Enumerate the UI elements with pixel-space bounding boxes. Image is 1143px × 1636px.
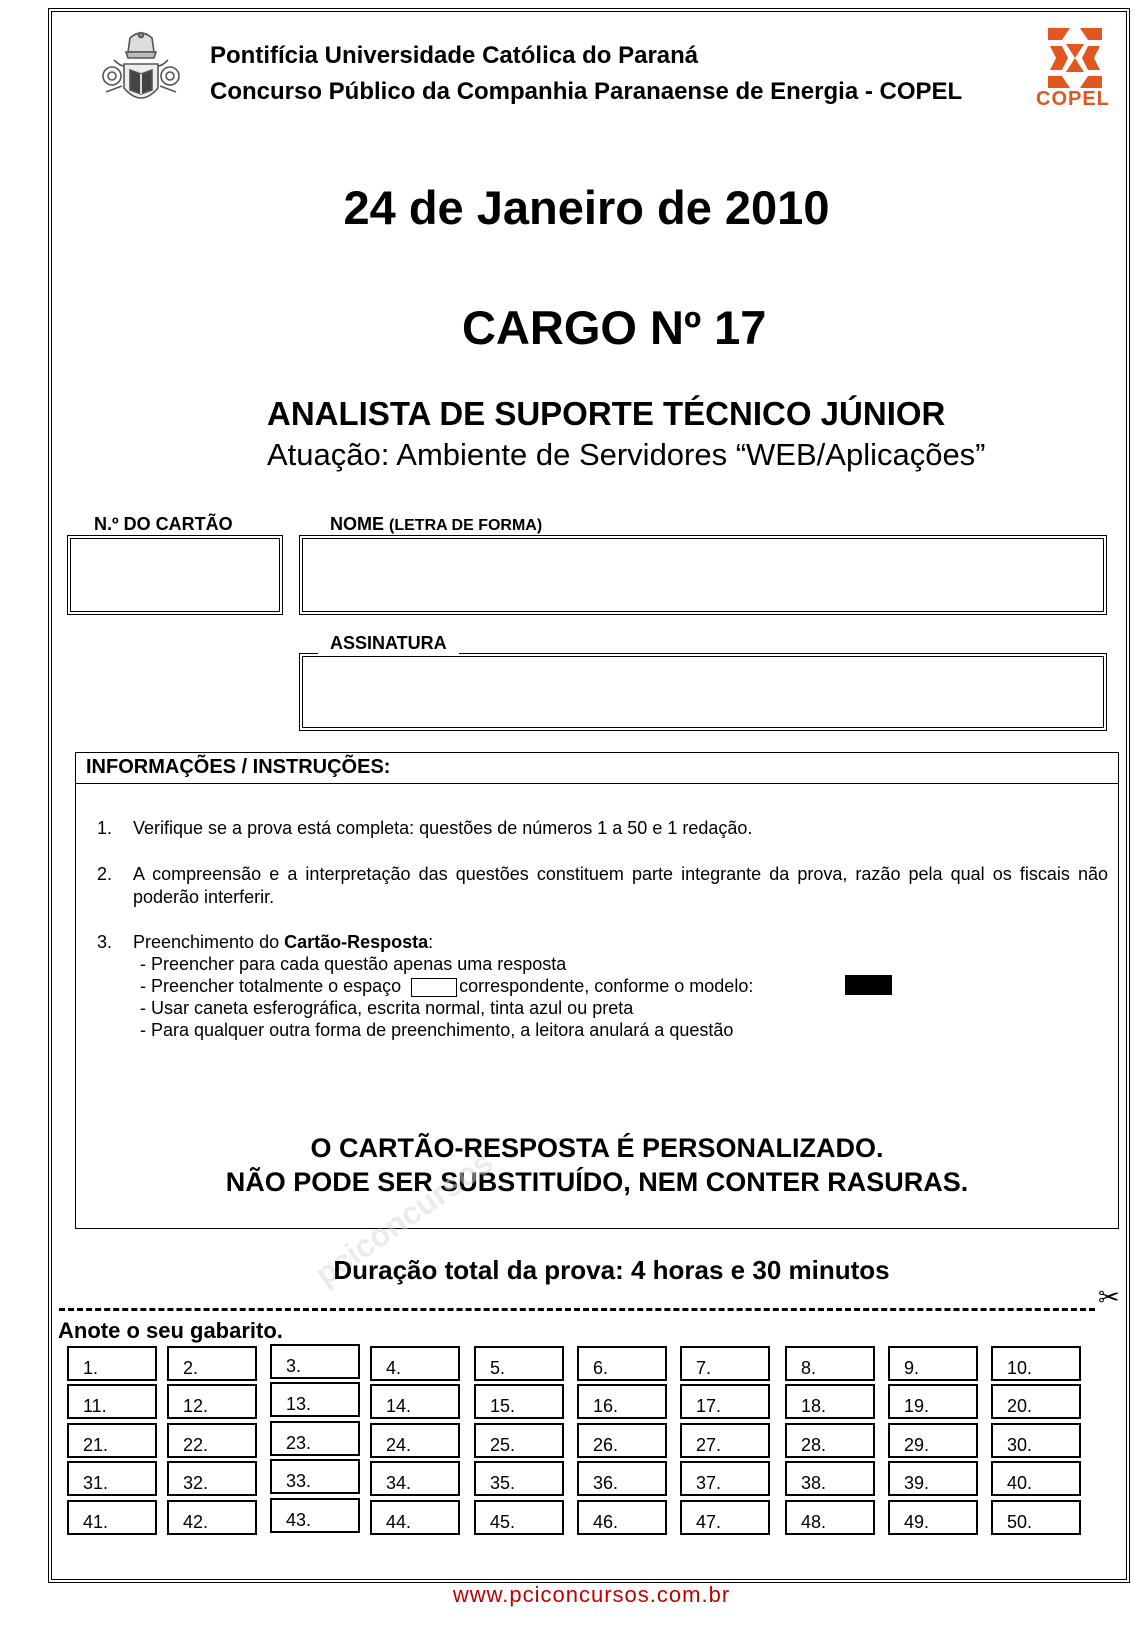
cut-line — [59, 1308, 1095, 1311]
institution-name: Pontifícia Universidade Católica do Paraná — [210, 42, 699, 69]
warning-line-2: NÃO PODE SER SUBSTITUÍDO, NEM CONTER RASURAS. — [225, 1167, 969, 1197]
answer-key-cell[interactable]: 12. — [167, 1384, 257, 1419]
card-number-label: N.º DO CARTÃO — [82, 514, 245, 535]
answer-key-cell[interactable]: 33. — [270, 1459, 360, 1494]
answer-key-cell[interactable]: 2. — [167, 1346, 257, 1381]
exam-date: 24 de Janeiro de 2010 — [343, 181, 830, 234]
answer-key-cell[interactable]: 10. — [991, 1346, 1081, 1381]
pucpr-crest-icon — [100, 30, 182, 114]
answer-key-cell[interactable]: 17. — [680, 1384, 770, 1419]
answer-key-cell[interactable]: 21. — [67, 1423, 157, 1458]
empty-bubble-example — [411, 978, 457, 997]
answer-key-cell[interactable]: 49. — [888, 1500, 978, 1535]
answer-key-cell[interactable]: 27. — [680, 1423, 770, 1458]
answer-key-cell[interactable]: 47. — [680, 1500, 770, 1535]
instruction-3-sub-1: - Preencher para cada questão apenas uma resposta — [140, 954, 567, 974]
answer-key-cell[interactable]: 19. — [888, 1384, 978, 1419]
footer-url[interactable]: www.pciconcursos.com.br — [452, 1582, 731, 1607]
instruction-3-number: 3. — [97, 932, 113, 952]
instruction-3-bold: Cartão-Resposta — [284, 932, 429, 952]
signature-label: ASSINATURA — [318, 633, 459, 654]
instruction-2-number: 2. — [97, 864, 113, 884]
cargo-number: CARGO Nº 17 — [462, 301, 767, 354]
answer-key-cell[interactable]: 30. — [991, 1423, 1081, 1458]
name-field[interactable] — [299, 535, 1107, 615]
answer-key-cell[interactable]: 5. — [474, 1346, 564, 1381]
instructions-title: INFORMAÇÕES / INSTRUÇÕES: — [86, 756, 391, 778]
answer-key-cell[interactable]: 38. — [785, 1461, 875, 1496]
answer-key-cell[interactable]: 8. — [785, 1346, 875, 1381]
answer-key-cell[interactable]: 9. — [888, 1346, 978, 1381]
copel-logo-icon — [1040, 24, 1110, 94]
answer-key-cell[interactable]: 18. — [785, 1384, 875, 1419]
warning-line-1: O CARTÃO-RESPOSTA É PERSONALIZADO. — [310, 1133, 884, 1163]
answer-key-cell[interactable]: 45. — [474, 1500, 564, 1535]
card-number-field[interactable] — [67, 535, 283, 615]
answer-key-cell[interactable]: 7. — [680, 1346, 770, 1381]
answer-key-cell[interactable]: 4. — [370, 1346, 460, 1381]
answer-key-cell[interactable]: 44. — [370, 1500, 460, 1535]
scissors-icon: ✂ — [1098, 1282, 1120, 1312]
answer-key-cell[interactable]: 40. — [991, 1461, 1081, 1496]
job-subtitle: Atuação: Ambiente de Servidores “WEB/Aplicações” — [267, 437, 986, 472]
signature-field[interactable] — [299, 653, 1107, 731]
answer-key-cell[interactable]: 46. — [577, 1500, 667, 1535]
answer-key-cell[interactable]: 20. — [991, 1384, 1081, 1419]
instruction-3-sub-4: - Para qualquer outra forma de preenchimento, a leitora anulará a questão — [140, 1020, 734, 1040]
answer-key-cell[interactable]: 41. — [67, 1500, 157, 1535]
answer-key-cell[interactable]: 22. — [167, 1423, 257, 1458]
answer-key-cell[interactable]: 1. — [67, 1346, 157, 1381]
answer-key-cell[interactable]: 14. — [370, 1384, 460, 1419]
answer-key-cell[interactable]: 35. — [474, 1461, 564, 1496]
filled-bubble-example — [845, 975, 892, 995]
answer-key-cell[interactable]: 50. — [991, 1500, 1081, 1535]
name-label — [318, 514, 554, 535]
exam-duration: Duração total da prova: 4 horas e 30 minutos — [333, 1255, 890, 1285]
answer-key-cell[interactable]: 39. — [888, 1461, 978, 1496]
answer-key-cell[interactable]: 13. — [270, 1382, 360, 1417]
job-title: ANALISTA DE SUPORTE TÉCNICO JÚNIOR — [267, 395, 946, 432]
instruction-2: A compreensão e a interpretação das questões constituem parte integrante da prova, razão pela qual os fiscais não poderão interferir. — [133, 864, 1108, 907]
answer-key-cell[interactable]: 29. — [888, 1423, 978, 1458]
instruction-3 — [133, 931, 1108, 954]
instruction-3-suffix: : — [428, 932, 434, 952]
answer-key-cell[interactable]: 37. — [680, 1461, 770, 1496]
contest-name: Concurso Público da Companhia Paranaense de Energia - COPEL — [210, 78, 963, 105]
copel-logo-text: COPEL — [1036, 88, 1110, 110]
answer-key-cell[interactable]: 6. — [577, 1346, 667, 1381]
answer-key-cell[interactable]: 23. — [270, 1421, 360, 1456]
answer-key-cell[interactable]: 42. — [167, 1500, 257, 1535]
answer-key-title: Anote o seu gabarito. — [58, 1318, 283, 1343]
instruction-3-sub-2b: correspondente, conforme o modelo: — [459, 976, 754, 996]
answer-key-cell[interactable]: 36. — [577, 1461, 667, 1496]
answer-key-cell[interactable]: 28. — [785, 1423, 875, 1458]
answer-key-cell[interactable]: 48. — [785, 1500, 875, 1535]
answer-key-cell[interactable]: 34. — [370, 1461, 460, 1496]
instruction-3-sub-3: - Usar caneta esferográfica, escrita normal, tinta azul ou preta — [140, 998, 634, 1018]
answer-key-cell[interactable]: 16. — [577, 1384, 667, 1419]
answer-key-cell[interactable]: 24. — [370, 1423, 460, 1458]
answer-key-cell[interactable]: 3. — [270, 1344, 360, 1379]
answer-key-cell[interactable]: 43. — [270, 1498, 360, 1533]
instruction-3-prefix: Preenchimento do — [133, 932, 285, 952]
answer-key-cell[interactable]: 11. — [67, 1384, 157, 1419]
instruction-3-sub-2 — [140, 975, 753, 998]
answer-key-cell[interactable]: 31. — [67, 1461, 157, 1496]
answer-key-grid — [67, 1346, 1107, 1546]
name-label-note: (LETRA DE FORMA) — [389, 517, 543, 534]
instruction-1: Verifique se a prova está completa: questões de números 1 a 50 e 1 redação. — [133, 818, 753, 838]
answer-key-cell[interactable]: 32. — [167, 1461, 257, 1496]
instruction-3-sub-2a: - Preencher totalmente o espaço — [140, 976, 402, 996]
instruction-1-number: 1. — [97, 818, 113, 838]
answer-key-cell[interactable]: 26. — [577, 1423, 667, 1458]
answer-key-cell[interactable]: 15. — [474, 1384, 564, 1419]
answer-key-cell[interactable]: 25. — [474, 1423, 564, 1458]
watermark: pciconcursos — [308, 1143, 500, 1293]
name-label-text: NOME — [330, 514, 384, 534]
